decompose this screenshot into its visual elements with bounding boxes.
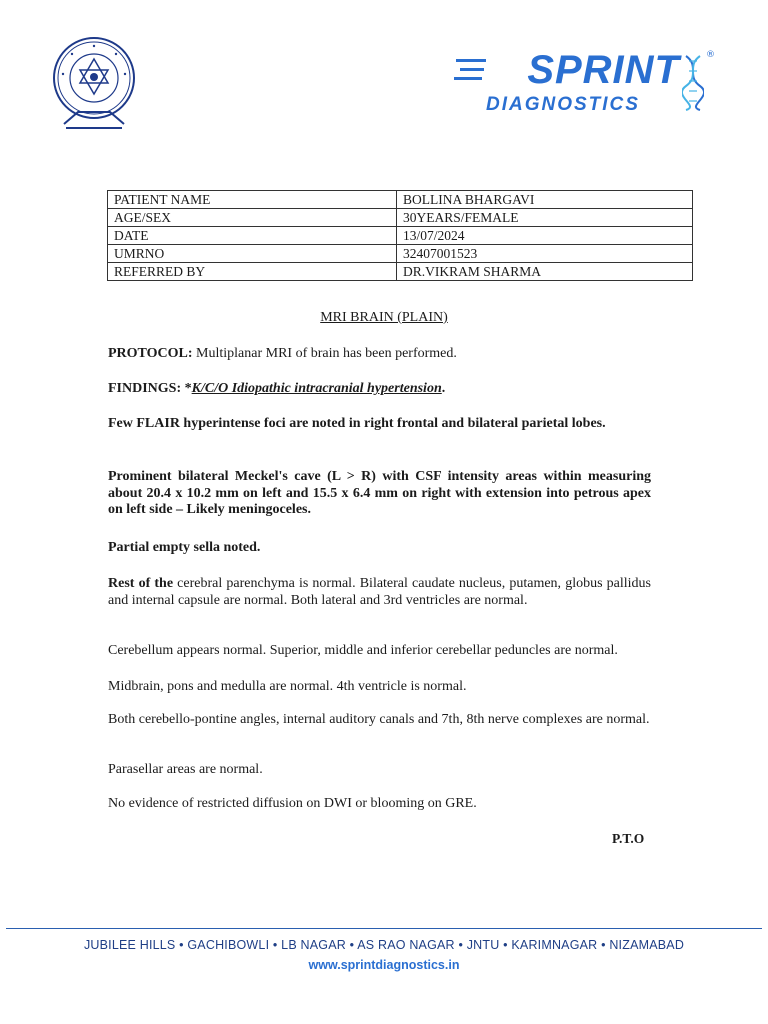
brand-name: SPRINT (527, 48, 680, 92)
finding-flair-foci: Few FLAIR hyperintense foci are noted in right frontal and bilateral parietal lobes. (108, 416, 606, 431)
finding-parenchyma (108, 576, 651, 609)
protocol-line (108, 346, 651, 363)
finding-parenchyma-lead: Rest of the (108, 576, 174, 591)
report-title: MRI BRAIN (PLAIN) (320, 310, 448, 325)
brand-logo (450, 46, 720, 126)
table-row (108, 227, 693, 245)
referred-by-value: DR.VIKRAM SHARMA (397, 263, 693, 281)
date-label: DATE (108, 227, 397, 245)
protocol-label: PROTOCOL: (108, 346, 193, 361)
finding-empty-sella: Partial empty sella noted. (108, 540, 261, 555)
findings-end: . (441, 381, 446, 396)
findings-label: FINDINGS: * (108, 381, 192, 396)
protocol-text: Multiplanar MRI of brain has been performed. (192, 346, 457, 361)
finding-brainstem: Midbrain, pons and medulla are normal. 4th ventricle is normal. (108, 679, 467, 694)
footer-website-link[interactable]: www.sprintdiagnostics.in (308, 958, 460, 972)
table-row (108, 263, 693, 281)
page-turn-over: P.T.O (612, 831, 645, 846)
finding-meckels-cave: Prominent bilateral Meckel's cave (L > R) with CSF intensity areas within measuring about 20.4 x 10.2 mm on left and 15.5 x 6.4 mm on right with extension into petrous apex on left side – Likely meningoceles. (108, 469, 651, 517)
table-row (108, 191, 693, 209)
patient-name-value: BOLLINA BHARGAVI (397, 191, 693, 209)
date-value: 13/07/2024 (397, 227, 693, 245)
patient-info-table (107, 190, 693, 281)
age-sex-label: AGE/SEX (108, 209, 397, 227)
table-row (108, 245, 693, 263)
umrno-label: UMRNO (108, 245, 397, 263)
finding-cp-angles: Both cerebello-pontine angles, internal auditory canals and 7th, 8th nerve complexes are normal. (108, 712, 650, 727)
umrno-value: 32407001523 (397, 245, 693, 263)
dna-helix-icon (682, 54, 704, 112)
footer-branches: JUBILEE HILLS • GACHIBOWLI • LB NAGAR • AS RAO NAGAR • JNTU • KARIMNAGAR • NIZAMABAD (83, 938, 685, 952)
age-sex-value: 30YEARS/FEMALE (397, 209, 693, 227)
findings-diagnosis: K/C/O Idiopathic intracranial hypertension (191, 381, 442, 396)
finding-parasellar: Parasellar areas are normal. (108, 762, 263, 777)
finding-diffusion: No evidence of restricted diffusion on DWI or blooming on GRE. (108, 796, 477, 811)
findings-line (108, 381, 651, 398)
table-row (108, 209, 693, 227)
finding-parenchyma-text: cerebral parenchyma is normal. Bilateral caudate nucleus, putamen, globus pallidus and internal capsule are normal. Both lateral and 3rd ventricles are normal. (108, 576, 651, 608)
footer-divider (6, 928, 762, 929)
brand-tagline: DIAGNOSTICS (486, 94, 640, 115)
patient-name-label: PATIENT NAME (108, 191, 397, 209)
registered-mark: ® (706, 50, 715, 60)
finding-cerebellum: Cerebellum appears normal. Superior, middle and inferior cerebellar peduncles are normal. (108, 643, 618, 658)
referred-by-label: REFERRED BY (108, 263, 397, 281)
institution-seal-icon (38, 32, 150, 136)
